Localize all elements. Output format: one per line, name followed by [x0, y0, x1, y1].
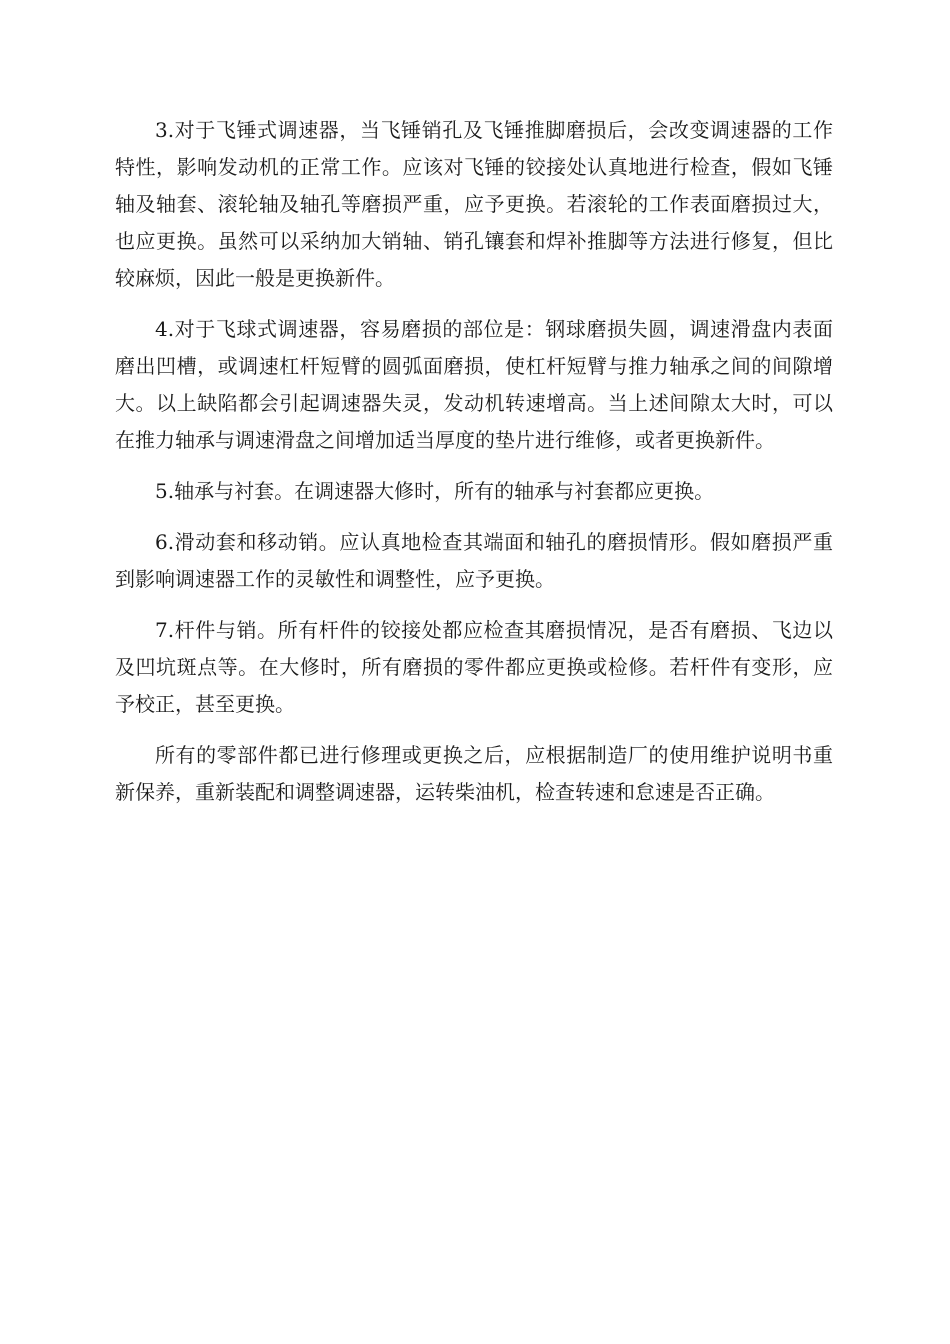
paragraph-4-flyball-governor: 4.对于飞球式调速器，容易磨损的部位是：钢球磨损失圆，调速滑盘内表面磨出凹槽，或调速杠杆短臂的圆弧面磨损，使杠杆短臂与推力轴承之间的间隙增大。以上缺陷都会引起调速器失灵，发动机转速增高。当上述间隙太大时，可以在推力轴承与调速滑盘之间增加适当厚度的垫片进行维修，或者更换新件。 [115, 317, 833, 452]
paragraph-7-rods-pins: 7.杆件与销。所有杆件的铰接处都应检查其磨损情况，是否有磨损、飞边以及凹坑斑点等。在大修时，所有磨损的零件都应更换或检修。若杆件有变形，应予校正，甚至更换。 [115, 618, 833, 716]
paragraph-5-bearings-bushings: 5.轴承与衬套。在调速器大修时，所有的轴承与衬套都应更换。 [155, 479, 715, 503]
document-body [115, 112, 833, 825]
paragraph-reassembly: 所有的零部件都已进行修理或更换之后，应根据制造厂的使用维护说明书重新保养，重新装配和调整调速器，运转柴油机，检查转速和怠速是否正确。 [115, 743, 833, 804]
paragraph-3-flyweight-governor: 3.对于飞锤式调速器，当飞锤销孔及飞锤推脚磨损后，会改变调速器的工作特性，影响发动机的正常工作。应该对飞锤的铰接处认真地进行检查，假如飞锤轴及轴套、滚轮轴及轴孔等磨损严重，应予更换。若滚轮的工作表面磨损过大，也应更换。虽然可以采纳加大销轴、销孔镶套和焊补推脚等方法进行修复，但比较麻烦，因此一般是更换新件。 [115, 118, 833, 290]
paragraph-6-sliding-sleeve-pin: 6.滑动套和移动销。应认真地检查其端面和轴孔的磨损情形。假如磨损严重到影响调速器工作的灵敏性和调整性，应予更换。 [115, 530, 833, 591]
